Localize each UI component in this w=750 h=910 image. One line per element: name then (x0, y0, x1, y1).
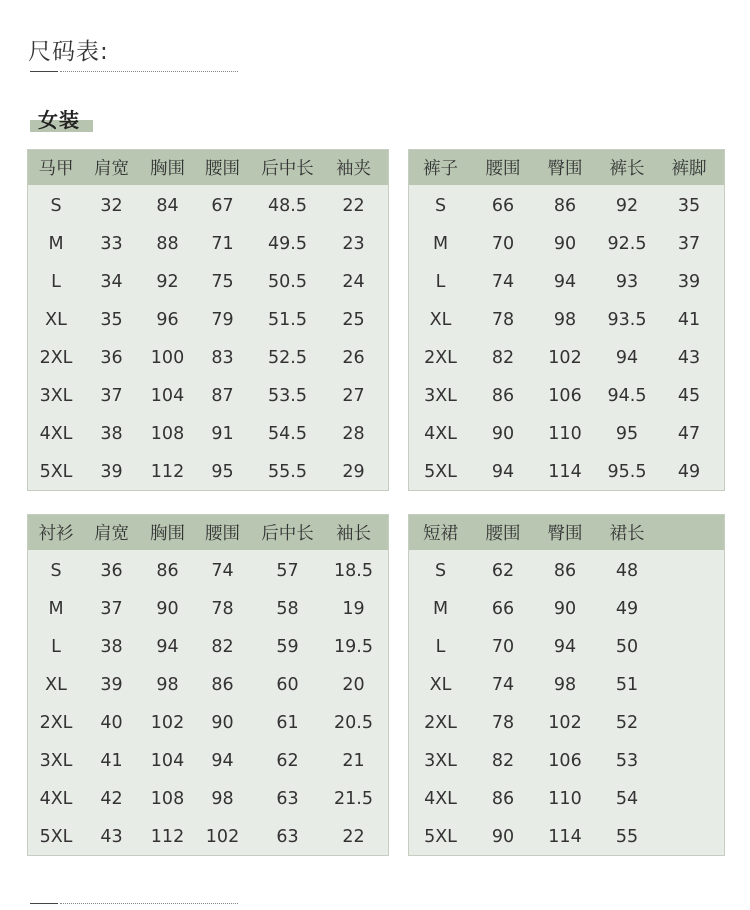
table-cell: 62 (491, 561, 515, 581)
table-cell: 25 (342, 310, 365, 330)
table-cell: 91 (211, 424, 234, 444)
table-cell: 41 (677, 310, 701, 330)
table-cell: 74 (211, 561, 234, 581)
size-label: 4XL (424, 424, 457, 444)
table-cell: 92 (156, 272, 179, 292)
table-row (409, 263, 724, 301)
section-title: 女装 (38, 108, 80, 132)
table-cell: 90 (156, 599, 179, 619)
column-header: 马甲 (38, 159, 74, 179)
table-cell: 45 (677, 386, 701, 406)
table-cell: 102 (150, 713, 185, 733)
table-cell: 63 (276, 827, 299, 847)
table-cell: 90 (491, 424, 515, 444)
table-cell: 102 (205, 827, 240, 847)
table-row (409, 377, 724, 415)
column-header: 腰围 (205, 524, 240, 544)
table-cell: 82 (211, 637, 234, 657)
table-row (409, 780, 724, 818)
table-row (28, 590, 388, 628)
table-cell: 55 (615, 827, 639, 847)
table-cell: 71 (211, 234, 234, 254)
table-cell: 94 (553, 272, 577, 292)
table-cell: 39 (677, 272, 701, 292)
table-row (28, 666, 388, 704)
table-cell: 50 (615, 637, 639, 657)
table-cell: 63 (276, 789, 299, 809)
size-label: 4XL (39, 789, 73, 809)
column-header: 腰围 (485, 524, 521, 544)
table-cell: 108 (150, 424, 185, 444)
table-cell: 40 (100, 713, 123, 733)
size-label: L (51, 272, 61, 292)
table-cell: 19.5 (334, 637, 373, 657)
table-cell: 70 (491, 637, 515, 657)
table-cell: 51.5 (268, 310, 307, 330)
column-header: 肩宽 (94, 524, 129, 544)
column-header: 臀围 (547, 159, 583, 179)
table-cell: 43 (100, 827, 123, 847)
table-cell: 36 (100, 561, 123, 581)
column-header: 袖夹 (336, 159, 371, 179)
table-cell: 78 (211, 599, 234, 619)
table-cell: 62 (276, 751, 299, 771)
table-cell: 57 (276, 561, 299, 581)
table-cell: 27 (342, 386, 365, 406)
table-cell: 32 (100, 196, 123, 216)
vest-size-table (27, 149, 389, 491)
size-label: 2XL (424, 348, 457, 368)
table-cell: 110 (548, 789, 582, 809)
table-cell: 112 (150, 827, 185, 847)
table-header-row (28, 150, 388, 185)
table-cell: 74 (491, 272, 515, 292)
table-cell: 58 (276, 599, 299, 619)
size-label: 2XL (424, 713, 457, 733)
table-cell: 86 (553, 196, 577, 216)
table-row (409, 666, 724, 704)
table-cell: 98 (156, 675, 179, 695)
table-cell: 110 (548, 424, 582, 444)
table-cell: 22 (342, 196, 365, 216)
table-cell: 37 (100, 386, 123, 406)
table-cell: 24 (342, 272, 365, 292)
table-cell: 75 (211, 272, 234, 292)
table-cell: 106 (548, 386, 582, 406)
table-cell: 78 (491, 310, 515, 330)
table-cell: 86 (491, 789, 515, 809)
table-cell: 66 (491, 599, 515, 619)
table-cell: 49.5 (268, 234, 307, 254)
size-label: 4XL (424, 789, 457, 809)
table-cell: 94.5 (607, 386, 647, 406)
size-label: S (434, 561, 447, 581)
table-cell: 94 (211, 751, 234, 771)
size-label: 5XL (424, 462, 457, 482)
column-header: 胸围 (150, 524, 185, 544)
table-cell: 48 (615, 561, 639, 581)
table-row (28, 415, 388, 453)
size-label: L (51, 637, 61, 657)
table-cell: 112 (150, 462, 185, 482)
size-label: 3XL (39, 751, 73, 771)
table-cell: 26 (342, 348, 365, 368)
size-label: 3XL (39, 386, 73, 406)
column-header: 腰围 (485, 159, 521, 179)
page-title: 尺码表: (28, 39, 109, 65)
table-cell: 92.5 (607, 234, 647, 254)
table-row (409, 225, 724, 263)
table-row (28, 339, 388, 377)
table-cell: 49 (677, 462, 701, 482)
size-label: XL (45, 310, 67, 330)
column-header: 后中长 (261, 524, 314, 544)
table-cell: 90 (553, 599, 577, 619)
table-row (409, 818, 724, 856)
table-cell: 53.5 (268, 386, 307, 406)
table-cell: 86 (553, 561, 577, 581)
table-row (28, 742, 388, 780)
table-cell: 35 (100, 310, 123, 330)
table-cell: 94 (553, 637, 577, 657)
table-cell: 55.5 (268, 462, 307, 482)
table-cell: 39 (100, 462, 123, 482)
table-cell: 90 (491, 827, 515, 847)
table-cell: 78 (491, 713, 515, 733)
table-cell: 43 (677, 348, 701, 368)
table-cell: 33 (100, 234, 123, 254)
table-row (409, 301, 724, 339)
table-cell: 53 (615, 751, 639, 771)
section-heading (30, 104, 80, 133)
column-header: 袖长 (336, 524, 371, 544)
table-cell: 50.5 (268, 272, 307, 292)
table-cell: 94 (156, 637, 179, 657)
table-cell: 52.5 (268, 348, 307, 368)
table-cell: 74 (491, 675, 515, 695)
table-cell: 42 (100, 789, 123, 809)
column-header: 腰围 (205, 159, 240, 179)
table-cell: 37 (677, 234, 701, 254)
size-label: S (434, 196, 447, 216)
size-label: XL (429, 675, 452, 695)
table-cell: 23 (342, 234, 365, 254)
table-cell: 22 (342, 827, 365, 847)
table-cell: 39 (100, 675, 123, 695)
table-cell: 70 (491, 234, 515, 254)
table-row (28, 225, 388, 263)
table-cell: 114 (548, 462, 582, 482)
column-header: 裤长 (609, 159, 645, 179)
size-label: L (435, 637, 446, 657)
table-cell: 61 (276, 713, 299, 733)
table-row (28, 552, 388, 590)
table-header-row (28, 515, 388, 550)
table-row (28, 453, 388, 491)
table-row (409, 742, 724, 780)
column-header: 后中长 (261, 159, 314, 179)
table-cell: 29 (342, 462, 365, 482)
skirt-size-table (408, 514, 725, 856)
size-label: 3XL (424, 386, 457, 406)
table-cell: 20.5 (334, 713, 373, 733)
table-cell: 95.5 (607, 462, 647, 482)
table-cell: 83 (211, 348, 234, 368)
column-header: 肩宽 (94, 159, 129, 179)
table-cell: 93 (615, 272, 639, 292)
table-cell: 38 (100, 637, 123, 657)
table-cell: 88 (156, 234, 179, 254)
table-row (28, 780, 388, 818)
table-cell: 90 (553, 234, 577, 254)
table-row (28, 377, 388, 415)
column-header: 胸围 (150, 159, 185, 179)
table-cell: 100 (150, 348, 185, 368)
size-label: 5XL (424, 827, 457, 847)
table-cell: 114 (548, 827, 582, 847)
column-header: 裙长 (609, 524, 645, 544)
size-label: 3XL (424, 751, 457, 771)
table-cell: 48.5 (268, 196, 307, 216)
table-cell: 18.5 (334, 561, 373, 581)
table-cell: 104 (150, 751, 185, 771)
table-cell: 47 (677, 424, 701, 444)
size-label: 4XL (39, 424, 73, 444)
table-cell: 94 (615, 348, 639, 368)
table-cell: 90 (211, 713, 234, 733)
table-row (28, 628, 388, 666)
size-label: M (48, 599, 64, 619)
table-cell: 35 (677, 196, 701, 216)
table-row (28, 818, 388, 856)
table-cell: 95 (615, 424, 639, 444)
table-cell: 106 (548, 751, 582, 771)
table-cell: 87 (211, 386, 234, 406)
column-header: 臀围 (547, 524, 583, 544)
table-cell: 66 (491, 196, 515, 216)
table-cell: 93.5 (607, 310, 647, 330)
size-label: M (432, 599, 449, 619)
table-cell: 98 (211, 789, 234, 809)
table-cell: 21.5 (334, 789, 373, 809)
size-label: 5XL (39, 827, 73, 847)
table-cell: 79 (211, 310, 234, 330)
table-cell: 49 (615, 599, 639, 619)
column-header: 裤子 (423, 159, 458, 179)
column-header: 裤脚 (671, 159, 707, 179)
table-cell: 51 (615, 675, 639, 695)
column-header: 衬衫 (38, 524, 74, 544)
table-cell: 108 (150, 789, 185, 809)
table-cell: 41 (100, 751, 123, 771)
table-row (28, 263, 388, 301)
table-row (28, 187, 388, 225)
table-cell: 59 (276, 637, 299, 657)
size-label: S (50, 196, 62, 216)
table-cell: 84 (156, 196, 179, 216)
table-row (409, 339, 724, 377)
table-cell: 52 (615, 713, 639, 733)
size-label: 2XL (39, 348, 73, 368)
table-cell: 86 (211, 675, 234, 695)
table-row (28, 704, 388, 742)
table-cell: 67 (211, 196, 234, 216)
table-cell: 98 (553, 675, 577, 695)
table-cell: 86 (156, 561, 179, 581)
table-cell: 37 (100, 599, 123, 619)
table-cell: 82 (491, 348, 515, 368)
size-label: L (435, 272, 446, 292)
table-row (409, 552, 724, 590)
table-cell: 19 (342, 599, 365, 619)
table-header-row (409, 150, 724, 185)
table-row (409, 590, 724, 628)
table-row (409, 415, 724, 453)
table-cell: 86 (491, 386, 515, 406)
size-label: XL (45, 675, 67, 695)
table-cell: 60 (276, 675, 299, 695)
table-cell: 54.5 (268, 424, 307, 444)
table-cell: 38 (100, 424, 123, 444)
size-label: XL (429, 310, 452, 330)
table-cell: 94 (491, 462, 515, 482)
table-cell: 34 (100, 272, 123, 292)
table-cell: 102 (548, 348, 582, 368)
size-label: M (432, 234, 449, 254)
table-cell: 36 (100, 348, 123, 368)
size-label: S (50, 561, 62, 581)
table-header-row (409, 515, 724, 550)
table-cell: 102 (548, 713, 582, 733)
size-label: 2XL (39, 713, 73, 733)
column-header: 短裙 (423, 524, 458, 544)
table-cell: 92 (615, 196, 639, 216)
table-row (409, 628, 724, 666)
table-cell: 96 (156, 310, 179, 330)
table-row (409, 187, 724, 225)
table-row (28, 301, 388, 339)
pants-size-table (408, 149, 725, 491)
table-cell: 95 (211, 462, 234, 482)
table-cell: 20 (342, 675, 365, 695)
table-cell: 21 (342, 751, 365, 771)
size-label: 5XL (39, 462, 73, 482)
shirt-size-table (27, 514, 389, 856)
table-row (409, 453, 724, 491)
table-cell: 28 (342, 424, 365, 444)
table-row (409, 704, 724, 742)
table-cell: 104 (150, 386, 185, 406)
table-cell: 82 (491, 751, 515, 771)
size-label: M (48, 234, 64, 254)
table-cell: 54 (615, 789, 639, 809)
table-cell: 98 (553, 310, 577, 330)
